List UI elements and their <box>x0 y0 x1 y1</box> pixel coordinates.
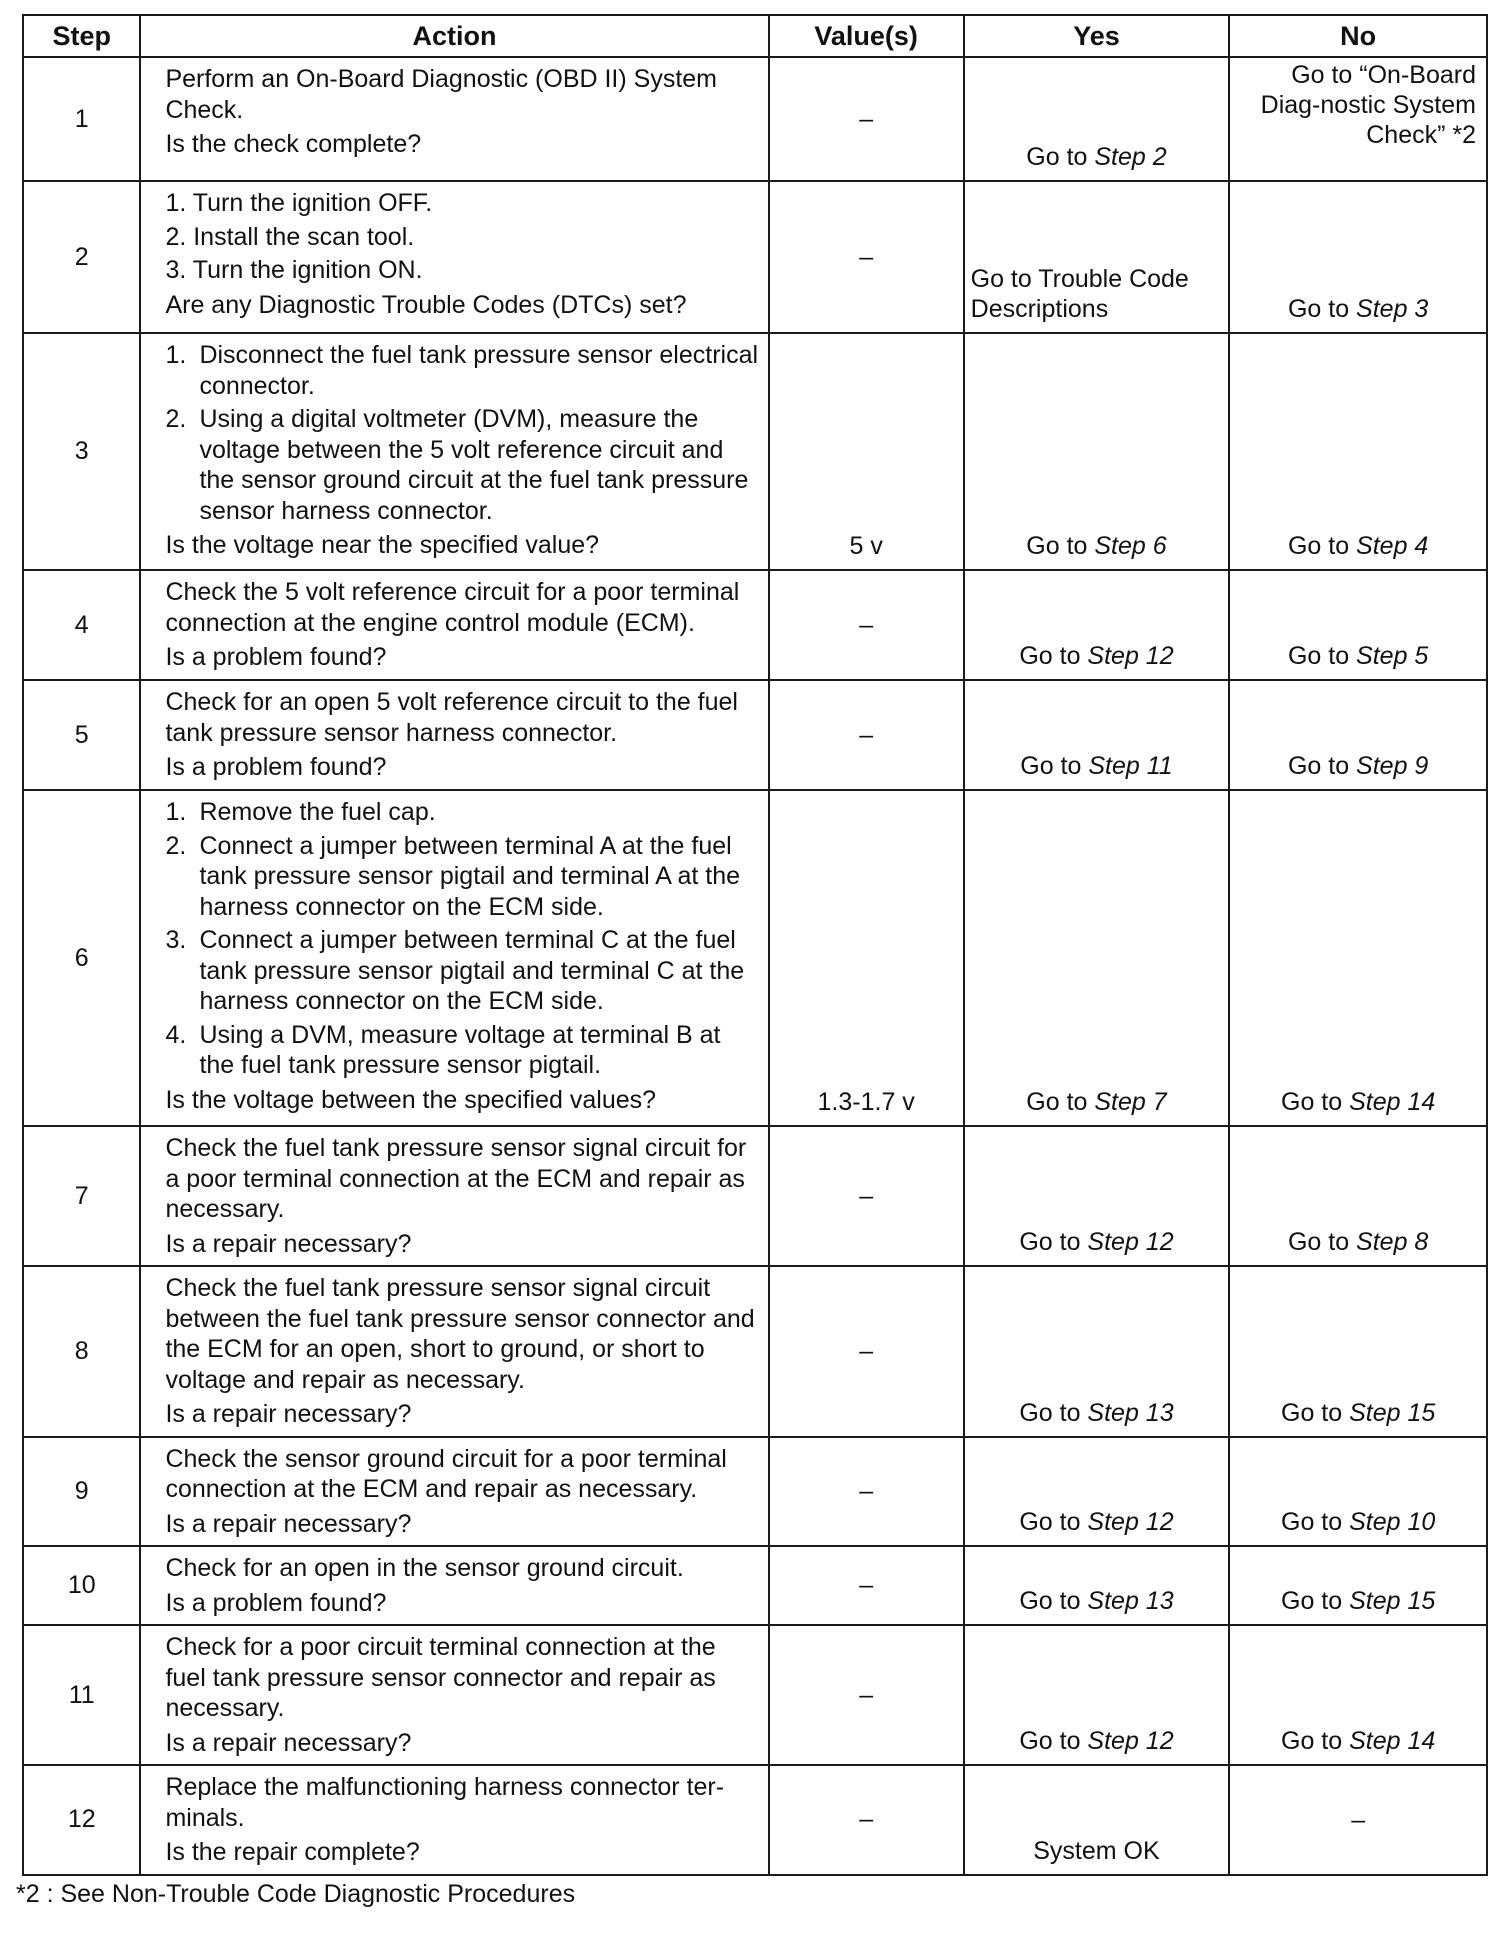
action-item: 4. Using a DVM, measure voltage at terminal B at the fuel tank pressure sensor pigtail. <box>165 1020 759 1081</box>
yes-prefix: Go to <box>1019 1508 1088 1536</box>
no-cell <box>1229 1437 1487 1547</box>
yes-cell <box>964 680 1230 790</box>
diagnostic-table <box>22 14 1488 1876</box>
action-item: 1. Disconnect the fuel tank pressure sensor electrical connector. <box>165 341 759 400</box>
no-step-ref: Step 8 <box>1356 1228 1429 1256</box>
action-question: Is a problem found? <box>165 1588 387 1617</box>
yes-cell <box>964 1765 1230 1875</box>
value-cell: – <box>769 1546 964 1625</box>
action-item-text: Connect a jumper between terminal A at the fuel tank pressure sensor pigtail and terminal A at the harness connector on the ECM side. <box>199 831 741 921</box>
header-step: Step <box>23 15 140 57</box>
value-cell: – <box>769 1126 964 1266</box>
table-row <box>23 333 1487 570</box>
value-cell: – <box>769 1765 964 1875</box>
no-text: – <box>1351 1805 1366 1834</box>
action-text: Check the fuel tank pressure sensor signal circuit between the fuel tank pressure sensor connector and the ECM for an open, short to ground, or short to voltage and repair as necessary. <box>165 1274 755 1394</box>
action-item: 3. Turn the ignition ON. <box>165 256 423 284</box>
action-text: Check for an open in the sensor ground circuit. <box>165 1554 684 1582</box>
value-cell: 1.3-1.7 v <box>769 790 964 1126</box>
yes-cell <box>964 1546 1230 1625</box>
action-cell <box>140 680 768 790</box>
no-prefix: Go to <box>1287 532 1357 560</box>
action-item: 1. Remove the fuel cap. <box>165 797 759 828</box>
no-step-ref: Step 9 <box>1356 752 1429 780</box>
yes-cell <box>964 333 1230 570</box>
no-step-ref: Step 3 <box>1356 295 1429 323</box>
yes-cell <box>964 1437 1230 1547</box>
no-cell <box>1229 57 1487 181</box>
step-number: 3 <box>23 333 140 570</box>
yes-step-ref: Step 13 <box>1087 1587 1174 1615</box>
action-cell <box>140 1126 768 1266</box>
header-row <box>23 15 1487 57</box>
step-number: 4 <box>23 570 140 680</box>
action-item: 2. Using a digital voltmeter (DVM), measure the voltage between the 5 volt reference circuit and the sensor ground circuit at the fuel tank pressure sensor harness connector. <box>165 404 759 526</box>
yes-cell <box>964 570 1230 680</box>
value-cell: – <box>769 570 964 680</box>
yes-cell <box>964 1126 1230 1266</box>
no-prefix: Go to <box>1287 1228 1357 1256</box>
action-item-text: Using a DVM, measure voltage at terminal B at the fuel tank pressure sensor pigtail. <box>199 1020 721 1079</box>
table-row <box>23 1126 1487 1266</box>
value-cell: – <box>769 680 964 790</box>
yes-cell <box>964 1625 1230 1765</box>
action-cell <box>140 1266 768 1437</box>
action-text: Check the sensor ground circuit for a poor terminal connection at the ECM and repair as necessary. <box>165 1444 727 1503</box>
header-no: No <box>1229 15 1487 57</box>
no-prefix: Go to <box>1287 295 1357 323</box>
action-text: Perform an On-Board Diagnostic (OBD II) System Check. <box>165 65 717 124</box>
value-cell: – <box>769 1266 964 1437</box>
yes-cell <box>964 1266 1230 1437</box>
step-number: 1 <box>23 57 140 181</box>
action-question: Is the check complete? <box>165 130 422 158</box>
action-cell <box>140 1625 768 1765</box>
action-question: Is a repair necessary? <box>165 1229 412 1258</box>
no-prefix: Go to <box>1281 1398 1350 1427</box>
yes-step-ref: Step 12 <box>1087 1228 1174 1256</box>
no-cell <box>1229 1266 1487 1437</box>
value-cell: – <box>769 1625 964 1765</box>
action-cell <box>140 570 768 680</box>
action-question: Is a problem found? <box>165 753 387 781</box>
no-cell <box>1229 1126 1487 1266</box>
yes-prefix: Go to <box>1019 642 1088 670</box>
action-cell <box>140 790 768 1126</box>
header-action: Action <box>140 15 768 57</box>
no-cell <box>1229 680 1487 790</box>
action-cell <box>140 1546 768 1625</box>
step-number: 2 <box>23 181 140 333</box>
action-question: Is a repair necessary? <box>165 1509 412 1538</box>
action-item: 1. Turn the ignition OFF. <box>165 189 433 217</box>
yes-cell <box>964 790 1230 1126</box>
no-step-ref: Step 14 <box>1349 1088 1436 1116</box>
action-question: Is the voltage between the specified values? <box>165 1085 657 1114</box>
no-prefix: Go to <box>1281 1508 1350 1536</box>
step-number: 10 <box>23 1546 140 1625</box>
yes-prefix: Go to <box>1019 1398 1088 1427</box>
footnote: *2 : See Non-Trouble Code Diagnostic Procedures <box>16 1880 576 1908</box>
header-yes: Yes <box>964 15 1230 57</box>
no-step-ref: Step 15 <box>1349 1587 1436 1615</box>
table-row <box>23 1266 1487 1437</box>
action-item: 3. Connect a jumper between terminal C at the fuel tank pressure sensor pigtail and terminal C at the harness connector on the ECM side. <box>165 925 759 1017</box>
step-number: 6 <box>23 790 140 1126</box>
value-cell: – <box>769 57 964 181</box>
yes-cell <box>964 181 1230 333</box>
yes-prefix: Go to <box>1026 143 1095 171</box>
action-item: 2. Install the scan tool. <box>165 222 415 251</box>
table-row <box>23 1546 1487 1625</box>
no-step-ref: Step 4 <box>1356 532 1429 560</box>
action-question: Is the voltage near the specified value? <box>165 531 600 559</box>
yes-step-ref: Step 12 <box>1087 1727 1174 1755</box>
yes-step-ref: Step 11 <box>1088 752 1173 780</box>
yes-step-ref: Step 6 <box>1094 532 1167 560</box>
action-text: Check for an open 5 volt reference circuit to the fuel tank pressure sensor harness connector. <box>165 688 738 747</box>
yes-text: System OK <box>1033 1836 1160 1865</box>
no-cell <box>1229 181 1487 333</box>
table-row <box>23 1437 1487 1547</box>
step-number: 8 <box>23 1266 140 1437</box>
value-cell: 5 v <box>769 333 964 570</box>
table-row <box>23 57 1487 181</box>
action-question: Is a repair necessary? <box>165 1728 412 1757</box>
yes-text: Go to Trouble Code Descriptions <box>970 265 1189 323</box>
no-cell <box>1229 1546 1487 1625</box>
no-prefix: Go to <box>1287 642 1357 670</box>
action-text: Check the fuel tank pressure sensor signal circuit for a poor terminal connection at the ECM and repair as necessary. <box>165 1134 747 1223</box>
yes-prefix: Go to <box>1019 1727 1088 1755</box>
no-cell <box>1229 1625 1487 1765</box>
yes-step-ref: Step 7 <box>1094 1088 1167 1116</box>
step-number: 5 <box>23 680 140 790</box>
table-row <box>23 680 1487 790</box>
yes-prefix: Go to <box>1020 752 1089 780</box>
yes-step-ref: Step 12 <box>1087 1508 1174 1536</box>
no-prefix: Go to <box>1281 1587 1350 1615</box>
action-item-text: Connect a jumper between terminal C at the fuel tank pressure sensor pigtail and terminal C at the harness connector on the ECM side. <box>199 926 745 1015</box>
yes-prefix: Go to <box>1026 1088 1095 1116</box>
no-cell <box>1229 333 1487 570</box>
action-cell <box>140 1437 768 1547</box>
no-cell <box>1229 1765 1487 1875</box>
action-cell <box>140 1765 768 1875</box>
table-row <box>23 181 1487 333</box>
table-row <box>23 570 1487 680</box>
action-cell <box>140 333 768 570</box>
action-question: Is a repair necessary? <box>165 1400 412 1428</box>
no-cell <box>1229 790 1487 1126</box>
yes-cell <box>964 57 1230 181</box>
yes-step-ref: Step 13 <box>1087 1398 1174 1427</box>
no-step-ref: Step 14 <box>1349 1727 1436 1755</box>
no-prefix: Go to <box>1281 1727 1350 1755</box>
no-cell <box>1229 570 1487 680</box>
action-question: Are any Diagnostic Trouble Codes (DTCs) set? <box>165 290 687 319</box>
table-row <box>23 1765 1487 1875</box>
no-step-ref: Step 5 <box>1356 642 1429 670</box>
action-question: Is the repair complete? <box>165 1838 420 1866</box>
yes-step-ref: Step 2 <box>1094 143 1167 171</box>
value-cell: – <box>769 181 964 333</box>
action-question: Is a problem found? <box>165 643 387 671</box>
step-number: 12 <box>23 1765 140 1875</box>
action-cell <box>140 181 768 333</box>
action-item: 2. Connect a jumper between terminal A at the fuel tank pressure sensor pigtail and terminal A at the harness connector on the ECM side. <box>165 831 759 923</box>
action-text: Check for a poor circuit terminal connection at the fuel tank pressure sensor connector and repair as necessary. <box>165 1633 716 1722</box>
yes-prefix: Go to <box>1026 532 1095 560</box>
value-cell: – <box>769 1437 964 1547</box>
action-item-text: Remove the fuel cap. <box>199 798 436 826</box>
no-text: Go to “On-Board Diag-nostic System Check” *2 <box>1260 61 1476 149</box>
action-cell <box>140 57 768 181</box>
action-text: Replace the malfunctioning harness connector ter-minals. <box>165 1773 725 1832</box>
no-prefix: Go to <box>1281 1088 1350 1116</box>
table-row <box>23 790 1487 1126</box>
step-number: 9 <box>23 1437 140 1547</box>
action-item-text: Disconnect the fuel tank pressure sensor electrical connector. <box>199 341 759 400</box>
table-row <box>23 1625 1487 1765</box>
no-step-ref: Step 10 <box>1349 1508 1436 1536</box>
no-step-ref: Step 15 <box>1349 1398 1436 1427</box>
header-values: Value(s) <box>769 15 964 57</box>
no-prefix: Go to <box>1287 752 1357 780</box>
yes-step-ref: Step 12 <box>1087 642 1174 670</box>
yes-prefix: Go to <box>1019 1228 1088 1256</box>
action-item-text: Using a digital voltmeter (DVM), measure the voltage between the 5 volt reference circuit and the sensor ground circuit at the fuel tank pressure sensor harness connector. <box>199 405 749 525</box>
yes-prefix: Go to <box>1019 1587 1088 1615</box>
step-number: 11 <box>23 1625 140 1765</box>
step-number: 7 <box>23 1126 140 1266</box>
action-text: Check the 5 volt reference circuit for a poor terminal connection at the engine control module (ECM). <box>165 578 740 637</box>
